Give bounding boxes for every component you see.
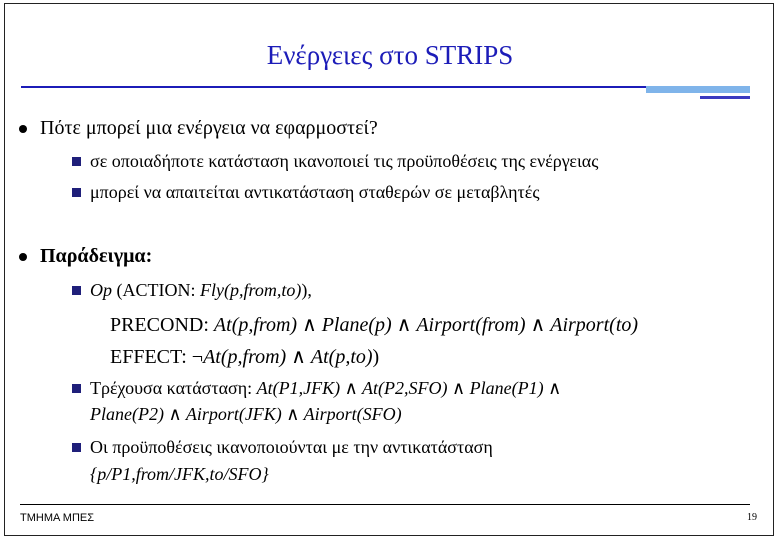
action-close: ), <box>301 280 312 300</box>
sub-bullet-square <box>72 157 81 166</box>
accent-bar-dark <box>700 96 750 99</box>
effect-at-from-args: (p,from) <box>220 346 287 368</box>
and-symbol: ∧ <box>297 314 322 336</box>
sub-bullet-square <box>72 286 81 295</box>
fly-name: Fly <box>200 280 224 300</box>
title-underline <box>21 86 749 88</box>
precond-at: At <box>213 314 232 336</box>
effect-line <box>110 344 379 369</box>
current-state-facts-cont: Plane(P2) ∧ Airport(JFK) ∧ Airport(SFO) <box>90 404 402 424</box>
satisfied-line2 <box>90 464 269 485</box>
precond-airport-to-args: (to) <box>609 314 639 336</box>
effect-at-to-args: (p,to) <box>328 346 373 368</box>
precond-airport-to: Airport <box>550 314 610 336</box>
current-state-line2 <box>90 404 402 425</box>
footer-rule <box>20 504 750 505</box>
current-state-facts: At(P1,JFK) ∧ At(P2,SFO) ∧ Plane(P1) ∧ <box>256 378 562 398</box>
sub-bullet-square <box>72 443 81 452</box>
action-open: (ACTION: <box>112 280 200 300</box>
substitution-set: {p/P1,from/JFK,to/SFO} <box>90 464 269 484</box>
sub-bullet-square <box>72 188 81 197</box>
accent-bar-light <box>646 86 750 93</box>
sub-bullet-any-state: σε οποιαδήποτε κατάσταση ικανοποιεί τις προϋποθέσεις της ενέργειας <box>90 151 599 171</box>
op-action-line <box>90 280 312 301</box>
precond-airport-from: Airport <box>416 314 476 336</box>
precond-line <box>110 312 638 337</box>
bullet-example: Παράδειγμα: <box>40 245 153 267</box>
current-state-line1 <box>90 378 561 399</box>
satisfied-line1: Οι προϋποθέσεις ικανοποιούνται με την αντικατάσταση <box>90 437 493 457</box>
and-symbol: ∧ <box>286 346 311 368</box>
effect-at-to: At <box>310 346 329 368</box>
precond-plane: Plane <box>321 314 369 336</box>
precond-label: PRECOND: <box>110 314 214 336</box>
effect-close: ) <box>372 346 380 368</box>
precond-at-args: (p,from) <box>231 314 298 336</box>
effect-label: EFFECT: ¬ <box>110 346 204 368</box>
slide-title: Ενέργειες στο STRIPS <box>266 40 514 70</box>
bullet-dot <box>19 253 27 261</box>
sub-bullet-substitution: μπορεί να απαιτείται αντικατάσταση σταθερών σε μεταβλητές <box>90 182 540 202</box>
and-symbol: ∧ <box>391 314 417 336</box>
current-state-label: Τρέχουσα κατάσταση: <box>90 378 257 398</box>
and-symbol: ∧ <box>525 314 551 336</box>
op-word: Op <box>90 280 112 300</box>
fly-args: (p,from,to) <box>224 280 302 300</box>
precond-airport-from-args: (from) <box>475 314 526 336</box>
bullet-dot <box>19 125 27 133</box>
sub-bullet-square <box>72 384 81 393</box>
bullet-when-applicable: Πότε μπορεί μια ενέργεια να εφαρμοστεί? <box>40 117 378 139</box>
effect-at-from: At <box>203 346 221 368</box>
precond-plane-args: (p) <box>368 314 392 336</box>
footer-department: ΤΜΗΜΑ ΜΠΕΣ <box>20 512 95 524</box>
page-number: 19 <box>747 512 757 523</box>
